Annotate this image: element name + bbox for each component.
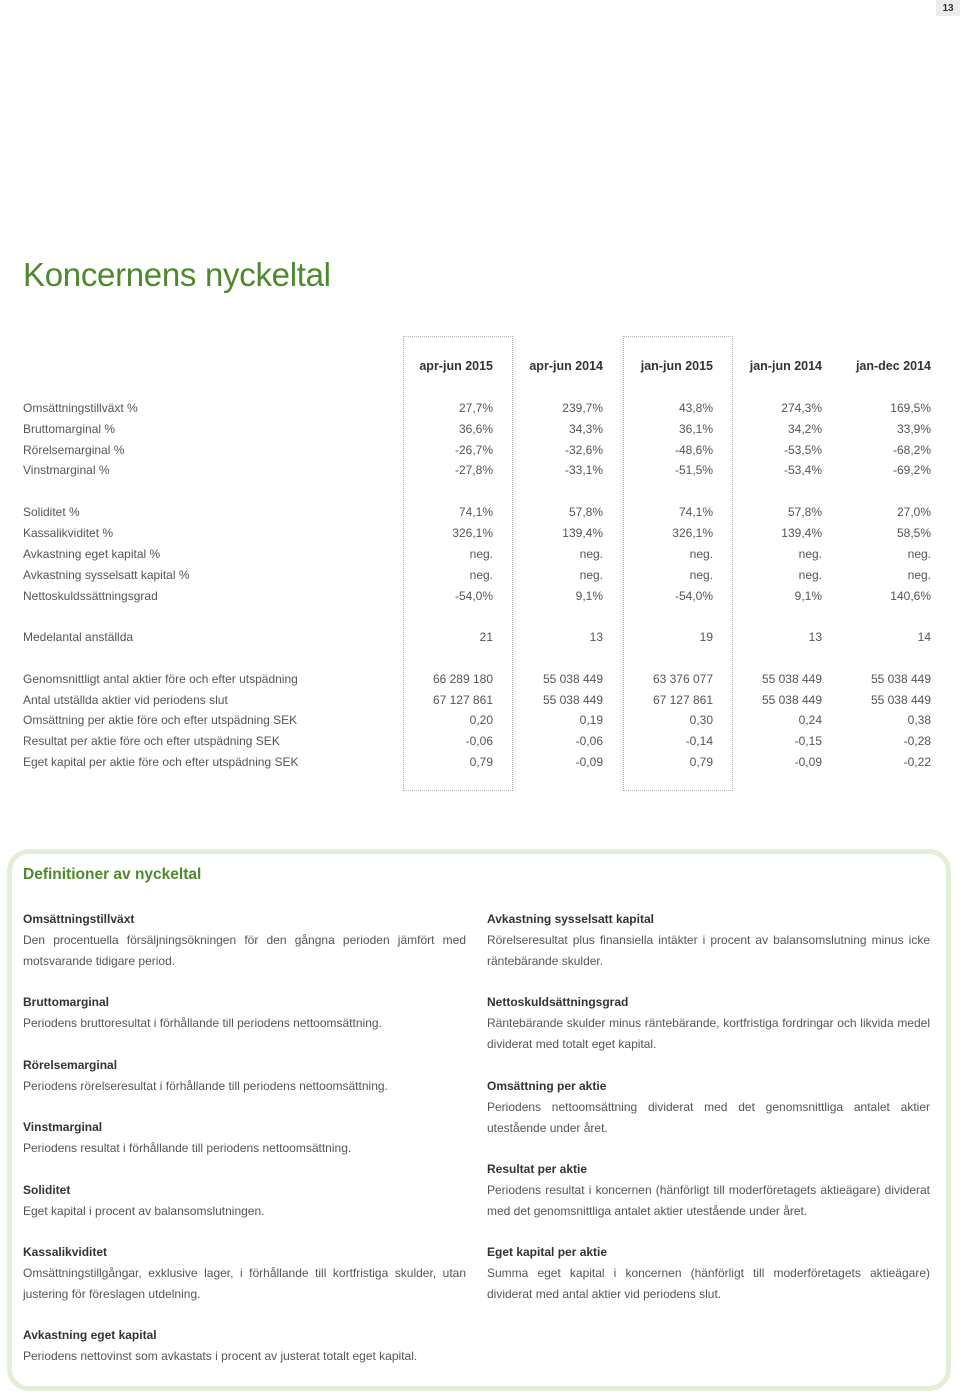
cell-value: 57,8% [568, 505, 603, 519]
cell-value: -0,06 [575, 734, 603, 748]
definition-item [487, 1159, 930, 1222]
definition-text: Summa eget kapital i koncernen (hänförligt till moderföretagets aktieägare) dividerat med antal aktier vid periodens slut. [487, 1266, 930, 1301]
cell-value: 326,1% [452, 526, 493, 540]
definition-item [23, 909, 466, 972]
definition-item [487, 909, 930, 972]
definition-item [23, 1117, 466, 1159]
definition-item [23, 1180, 466, 1222]
cell-value: 63 376 077 [652, 672, 713, 686]
cell-value: 0,20 [469, 713, 493, 727]
cell-value: -68,2% [892, 443, 931, 457]
definition-text: Periodens nettovinst som avkastats i procent av justerat totalt eget kapital. [23, 1349, 418, 1363]
definition-text: Eget kapital i procent av balansomslutningen. [23, 1204, 265, 1218]
row-label: Bruttomarginal % [23, 422, 116, 436]
cell-value: -0,28 [903, 734, 931, 748]
cell-value: 0,24 [798, 713, 822, 727]
definition-text: Räntebärande skulder minus räntebärande, kortfristiga fordringar och likvida medel dividerat med totalt eget kapital. [487, 1016, 930, 1051]
cell-value: 57,8% [787, 505, 822, 519]
cell-value: 9,1% [794, 589, 822, 603]
cell-value: 19 [699, 630, 713, 644]
row-label: Medelantal anställda [23, 630, 134, 644]
cell-value: 33,9% [896, 422, 931, 436]
table-row [0, 732, 960, 750]
table-row [0, 503, 960, 521]
table-row [0, 441, 960, 459]
cell-value: -0,22 [903, 755, 931, 769]
definition-term: Kassalikviditet [23, 1245, 108, 1259]
column-header-jan-dec-2014: jan-dec 2014 [855, 359, 931, 373]
cell-value: 55 038 449 [542, 672, 603, 686]
row-label: Eget kapital per aktie före och efter utspädning SEK [23, 755, 299, 769]
cell-value: -53,4% [783, 463, 822, 477]
cell-value: 13 [808, 630, 822, 644]
cell-value: neg. [798, 568, 822, 582]
cell-value: 36,6% [458, 422, 493, 436]
table-row [0, 587, 960, 605]
definition-term: Omsättning per aktie [487, 1079, 607, 1093]
table-row [0, 399, 960, 417]
cell-value: neg. [798, 547, 822, 561]
cell-value: neg. [579, 568, 603, 582]
definition-item [487, 992, 930, 1055]
row-label: Omsättningstillväxt % [23, 401, 138, 415]
row-label: Vinstmarginal % [23, 463, 110, 477]
definition-text: Rörelseresultat plus finansiella intäkter i procent av balansomslutning minus icke räntebärande skulder. [487, 933, 930, 968]
table-row [0, 711, 960, 729]
cell-value: 27,0% [896, 505, 931, 519]
definition-term: Soliditet [23, 1183, 71, 1197]
definition-item [23, 1325, 466, 1367]
column-header-jan-jun-2014: jan-jun 2014 [749, 359, 822, 373]
cell-value: neg. [907, 547, 931, 561]
cell-value: 55 038 449 [870, 693, 931, 707]
cell-value: -54,0% [674, 589, 713, 603]
cell-value: -27,8% [454, 463, 493, 477]
row-label: Rörelsemarginal % [23, 443, 125, 457]
cell-value: 67 127 861 [432, 693, 493, 707]
cell-value: 0,79 [689, 755, 713, 769]
cell-value: -54,0% [454, 589, 493, 603]
cell-value: 55 038 449 [870, 672, 931, 686]
cell-value: neg. [689, 568, 713, 582]
table-row [0, 420, 960, 438]
definition-text: Periodens rörelseresultat i förhållande till periodens nettoomsättning. [23, 1079, 388, 1093]
cell-value: 274,3% [781, 401, 822, 415]
cell-value: 55 038 449 [542, 693, 603, 707]
cell-value: -0,09 [575, 755, 603, 769]
page-title: Koncernens nyckeltal [23, 256, 331, 293]
cell-value: 0,30 [689, 713, 713, 727]
row-label: Avkastning eget kapital % [23, 547, 161, 561]
table-row [0, 670, 960, 688]
table-row [0, 753, 960, 771]
column-header-apr-jun-2015: apr-jun 2015 [419, 359, 493, 373]
cell-value: neg. [469, 568, 493, 582]
cell-value: 139,4% [781, 526, 822, 540]
definition-text: Periodens resultat i koncernen (hänförligt till moderföretagets aktieägare) dividerat med det genomsnittliga antalet aktier utestående under året. [487, 1183, 930, 1218]
definition-term: Avkastning sysselsatt kapital [487, 912, 654, 926]
definition-item [23, 1055, 466, 1097]
definition-term: Eget kapital per aktie [487, 1245, 608, 1259]
definition-text: Den procentuella försäljningsökningen för den gångna perioden jämfört med motsvarande tidigare period. [23, 933, 466, 968]
table-row [0, 691, 960, 709]
cell-value: -0,09 [794, 755, 822, 769]
definition-term: Avkastning eget kapital [23, 1328, 157, 1342]
column-header-jan-jun-2015: jan-jun 2015 [640, 359, 713, 373]
row-label: Resultat per aktie före och efter utspädning SEK [23, 734, 280, 748]
definition-term: Resultat per aktie [487, 1162, 588, 1176]
column-header-apr-jun-2014: apr-jun 2014 [529, 359, 603, 373]
cell-value: -32,6% [564, 443, 603, 457]
definition-item [23, 992, 466, 1034]
definition-item [23, 1242, 466, 1305]
table-row [0, 461, 960, 479]
row-label: Avkastning sysselsatt kapital % [23, 568, 190, 582]
table-row [0, 545, 960, 563]
definition-text: Periodens nettoomsättning dividerat med det genomsnittliga antalet aktier utestående under året. [487, 1100, 930, 1135]
cell-value: 0,19 [579, 713, 603, 727]
definition-term: Bruttomarginal [23, 995, 110, 1009]
page-number: 13 [936, 0, 960, 16]
cell-value: 74,1% [458, 505, 493, 519]
definition-term: Vinstmarginal [23, 1120, 103, 1134]
cell-value: 0,38 [907, 713, 931, 727]
table-row [0, 524, 960, 542]
definition-text: Periodens bruttoresultat i förhållande till periodens nettoomsättning. [23, 1016, 382, 1030]
cell-value: neg. [689, 547, 713, 561]
cell-value: 326,1% [672, 526, 713, 540]
cell-value: neg. [907, 568, 931, 582]
cell-value: 27,7% [458, 401, 493, 415]
cell-value: -0,14 [685, 734, 713, 748]
cell-value: 36,1% [678, 422, 713, 436]
cell-value: -48,6% [674, 443, 713, 457]
cell-value: 239,7% [562, 401, 603, 415]
cell-value: neg. [469, 547, 493, 561]
row-label: Kassalikviditet % [23, 526, 114, 540]
cell-value: -53,5% [783, 443, 822, 457]
cell-value: neg. [579, 547, 603, 561]
row-label: Nettoskuldssättningsgrad [23, 589, 158, 603]
definition-text: Omsättningstillgångar, exklusive lager, i förhållande till kortfristiga skulder, utan justering för föreslagen utdelning. [23, 1266, 466, 1301]
cell-value: -51,5% [674, 463, 713, 477]
cell-value: 34,2% [787, 422, 822, 436]
cell-value: 43,8% [678, 401, 713, 415]
definition-term: Nettoskuldsättningsgrad [487, 995, 629, 1009]
cell-value: 55 038 449 [761, 672, 822, 686]
cell-value: -0,06 [465, 734, 493, 748]
cell-value: 169,5% [890, 401, 931, 415]
cell-value: 21 [479, 630, 493, 644]
definition-term: Rörelsemarginal [23, 1058, 118, 1072]
table-row [0, 628, 960, 646]
cell-value: -33,1% [564, 463, 603, 477]
definitions-title: Definitioner av nyckeltal [23, 866, 202, 883]
cell-value: -69,2% [892, 463, 931, 477]
row-label: Soliditet % [23, 505, 80, 519]
cell-value: 74,1% [678, 505, 713, 519]
row-label: Genomsnittligt antal aktier före och efter utspädning [23, 672, 298, 686]
cell-value: 139,4% [562, 526, 603, 540]
definition-text: Periodens resultat i förhållande till periodens nettoomsättning. [23, 1141, 352, 1155]
cell-value: 34,3% [568, 422, 603, 436]
cell-value: -26,7% [454, 443, 493, 457]
cell-value: 66 289 180 [432, 672, 493, 686]
cell-value: 55 038 449 [761, 693, 822, 707]
definition-term: Omsättningstillväxt [23, 912, 135, 926]
cell-value: 140,6% [890, 589, 931, 603]
cell-value: 0,79 [469, 755, 493, 769]
cell-value: 9,1% [575, 589, 603, 603]
cell-value: 14 [917, 630, 931, 644]
cell-value: 67 127 861 [652, 693, 713, 707]
table-row [0, 566, 960, 584]
cell-value: -0,15 [794, 734, 822, 748]
cell-value: 13 [589, 630, 603, 644]
row-label: Omsättning per aktie före och efter utspädning SEK [23, 713, 298, 727]
cell-value: 58,5% [896, 526, 931, 540]
definition-item [487, 1242, 930, 1305]
row-label: Antal utställda aktier vid periodens slut [23, 693, 228, 707]
definition-item [487, 1076, 930, 1139]
